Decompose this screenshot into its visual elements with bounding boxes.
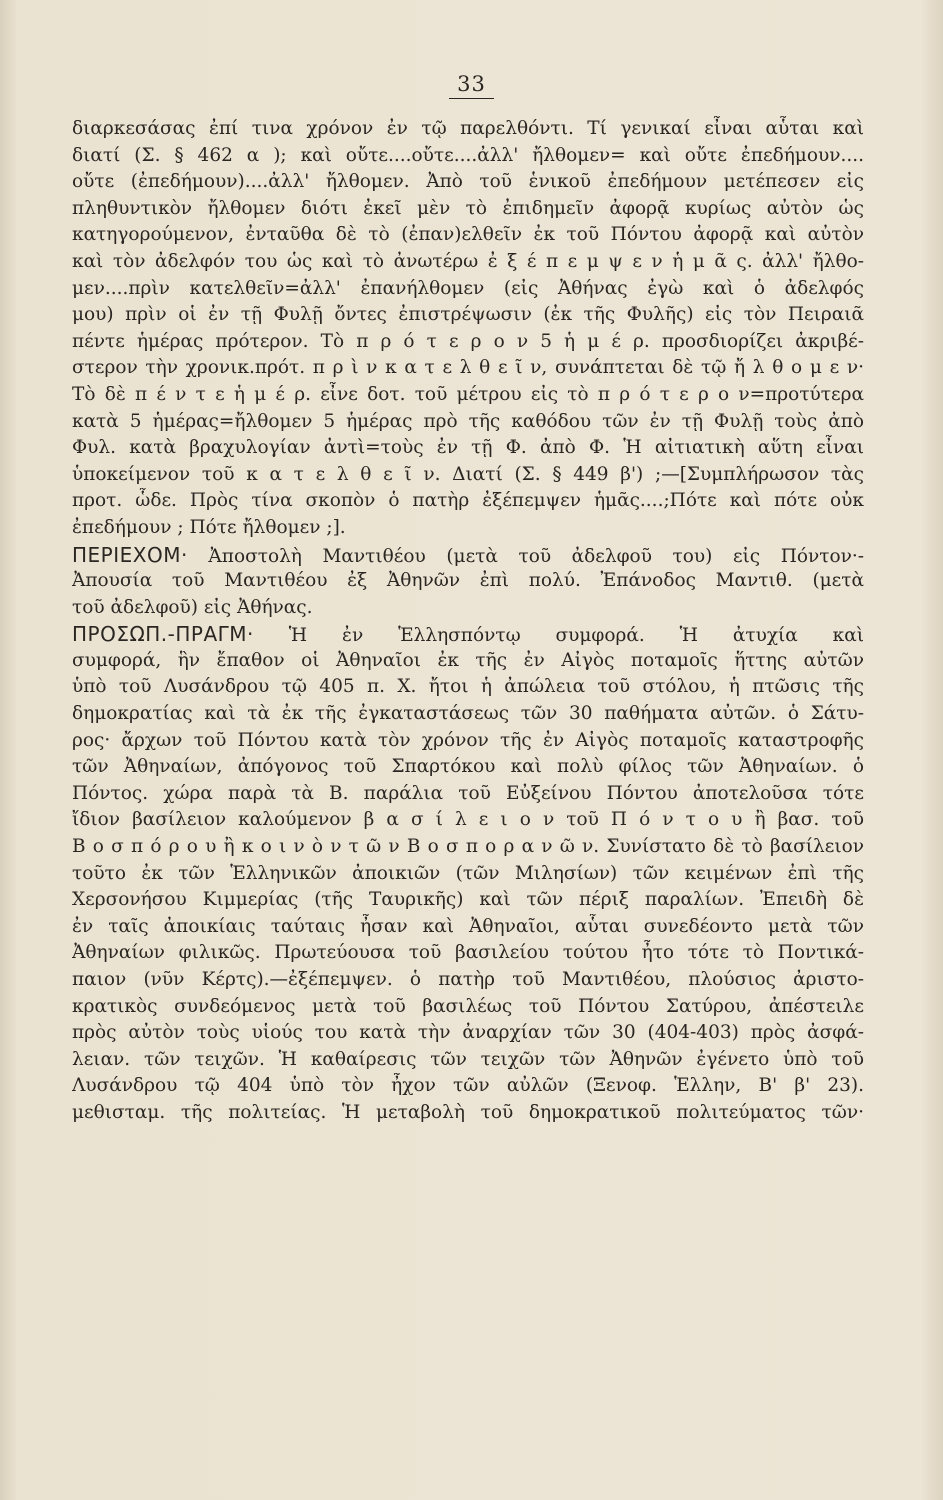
text-line: πληθυντικὸν ἤλθομεν διότι ἐκεῖ μὲν τὸ ἐπιδημεῖν ἀφορᾷ κυρίως αὐτὸν ὡς [72,197,864,219]
text-line: στερον τὴν χρονικ.πρότ. π ρ ὶ ν κ α τ ε λ θ ε ῖ ν, συνάπτεται δὲ τῷ ἤ λ θ ο μ ε ν· [72,357,864,379]
text-line: τῶν Ἀθηναίων, ἀπόγονος τοῦ Σπαρτόκου καὶ πολὺ φίλος τῶν Ἀθηναίων. ὁ [72,756,864,778]
body-text [72,116,864,1127]
text-line: ἐν ταῖς ἀποικίαις ταύταις ἦσαν καὶ Ἀθηναῖοι, αὗται συνεδέοντο μετὰ τῶν [72,915,864,937]
text-line: συμφορά, ἣν ἔπαθον οἱ Ἀθηναῖοι ἐκ τῆς ἐν Αἰγὸς ποταμοῖς ἥττης αὐτῶν [72,649,864,671]
section-heading: ΠΡΟΣΩΠ.-ΠΡΑΓΜ· [72,622,254,647]
text-line: τοῦτο ἐκ τῶν Ἑλληνικῶν ἀποικιῶν (τῶν Μιλησίων) τῶν κειμένων ἐπὶ τῆς [72,862,864,884]
text-line: Λυσάνδρου τῷ 404 ὑπὸ τὸν ἦχον τῶν αὐλῶν (Ξενοφ. Ἑλλην, Β' β' 23). [72,1075,864,1097]
text-line: διατί (Σ. § 462 α ); καὶ οὔτε....οὔτε....ἀλλ' ἤλθομεν= καὶ οὔτε ἐπεδήμουν.... [72,144,864,166]
text-line: μεθισταμ. τῆς πολιτείας. Ἡ μεταβολὴ τοῦ δημοκρατικοῦ πολιτεύματος τῶν· [72,1101,864,1123]
section-heading: ΠΕΡΙΕΧΟΜ· [72,542,188,567]
text-line: προτ. ὧδε. Πρὸς τίνα σκοπὸν ὁ πατὴρ ἐξέπεμψεν ἡμᾶς....;Πότε καὶ πότε οὐκ [72,490,864,512]
text-line: οὔτε (ἐπεδήμουν)....ἀλλ' ἤλθομεν. Ἀπὸ τοῦ ἑνικοῦ ἐπεδήμουν μετέπεσεν εἰς [72,171,864,193]
text-line: Τὸ δὲ π έ ν τ ε ἡ μ έ ρ. εἶνε δοτ. τοῦ μέτρου εἰς τὸ π ρ ό τ ε ρ ο ν=προτύτερα [72,383,864,405]
text-line: κατὰ 5 ἡμέρας=ἤλθομεν 5 ἡμέρας πρὸ τῆς καθόδου τῶν ἐν τῇ Φυλῇ τοὺς ἀπὸ [72,410,864,432]
text-line: Β ο σ π ό ρ ο υ ἢ κ ο ι ν ὸ ν τ ῶ ν Β ο σ π ο ρ α ν ῶ ν. Συνίστατο δὲ τὸ βασίλειον [72,836,864,858]
section-text: Ἀποστολὴ Μαντιθέου (μετὰ τοῦ ἀδελφοῦ του) εἰς Πόντον·- [208,545,864,567]
text-line: πρὸς αὐτὸν τοὺς υἱούς του κατὰ τὴν ἀναρχίαν τῶν 30 (404-403) πρὸς ἀσφά- [72,1022,864,1044]
text-line: τοῦ ἀδελφοῦ) εἰς Ἀθήνας. [72,596,313,618]
text-line: Φυλ. κατὰ βραχυλογίαν ἀντὶ=τοὺς ἐν τῇ Φ. ἀπὸ Φ. Ἡ αἰτιατικὴ αὕτη εἶναι [72,437,864,459]
text-line: καὶ τὸν ἀδελφόν του ὡς καὶ τὸ ἀνωτέρω ἐ ξ έ π ε μ ψ ε ν ἡ μ ᾶ ς. ἀλλ' ἤλθο- [72,250,864,272]
section-line [72,621,864,648]
text-line: ρος· ἄρχων τοῦ Πόντου κατὰ τὸν χρόνον τῆς ἐν Αἰγὸς ποταμοῖς καταστροφῆς [72,729,864,751]
text-line: μεν....πρὶν κατελθεῖν=ἀλλ' ἐπανήλθομεν (εἰς Ἀθήνας ἐγὼ καὶ ὁ ἀδελφός [72,277,864,299]
text-line: Χερσονήσου Κιμμερίας (τῆς Ταυρικῆς) καὶ τῶν πέριξ παραλίων. Ἐπειδὴ δὲ [72,889,864,911]
text-line: μου) πρὶν οἱ ἐν τῇ Φυλῇ ὄντες ἐπιστρέψωσιν (ἐκ τῆς Φυλῆς) εἰς τὸν Πειραιᾶ [72,304,864,326]
text-line: πέντε ἡμέρας πρότερον. Τὸ π ρ ό τ ε ρ ο ν 5 ἡ μ έ ρ. προσδιορίζει ἀκριβέ- [72,330,864,352]
text-line: παιον (νῦν Κέρτς).—ἐξέπεμψεν. ὁ πατὴρ τοῦ Μαντιθέου, πλούσιος ἀριστο- [72,969,864,990]
page-number: 33 [0,72,943,96]
section-text: Ἡ ἐν Ἑλλησπόντῳ συμφορά. Ἡ ἀτυχία καὶ [288,625,864,647]
text-line: Ἀπουσία τοῦ Μαντιθέου ἐξ Ἀθηνῶν ἐπὶ πολύ. Ἐπάνοδος Μαντιθ. (μετὰ [72,570,864,592]
text-line: κατηγορούμενον, ἐνταῦθα δὲ τὸ (ἐπαν)ελθεῖν ἐκ τοῦ Πόντου ἀφορᾷ καὶ αὐτὸν [72,224,864,246]
text-line: ἐπεδήμουν ; Πότε ἤλθομεν ;]. [72,516,346,538]
text-line: διαρκεσάσας ἐπί τινα χρόνον ἐν τῷ παρελθόντι. Τί γενικαί εἶναι αὗται καὶ [72,118,864,139]
text-line: κρατικὸς συνδεόμενος μετὰ τοῦ βασιλέως τοῦ Πόντου Σατύρου, ἀπέστειλε [72,995,864,1017]
text-line: ὑπὸ τοῦ Λυσάνδρου τῷ 405 π. Χ. ἤτοι ἡ ἀπώλεια τοῦ στόλου, ἡ πτῶσις τῆς [72,676,864,698]
text-line: Πόντος. χώρα παρὰ τὰ Β. παράλια τοῦ Εὐξείνου Πόντου ἀποτελοῦσα τότε [72,782,864,804]
text-line: λειαν. τῶν τειχῶν. Ἡ καθαίρεσις τῶν τειχῶν τῶν Ἀθηνῶν ἐγένετο ὑπὸ τοῦ [72,1048,864,1070]
text-line: Ἀθηναίων φιλικῶς. Πρωτεύουσα τοῦ βασιλείου τούτου ἦτο τότε τὸ Ποντικά- [72,942,864,964]
text-line: ἴδιον βασίλειον καλούμενον β α σ ί λ ε ι ο ν τοῦ Π ό ν τ ο υ ἢ βασ. τοῦ [72,809,864,831]
text-line: ὑποκείμενον τοῦ κ α τ ε λ θ ε ῖ ν. Διατί (Σ. § 449 β') ;—[Συμπλήρωσον τὰς [72,463,864,485]
text-line: δημοκρατίας καὶ τὰ ἐκ τῆς ἐγκαταστάσεως τῶν 30 παθήματα αὐτῶν. ὁ Σάτυ- [72,703,864,725]
section-line [72,542,864,569]
